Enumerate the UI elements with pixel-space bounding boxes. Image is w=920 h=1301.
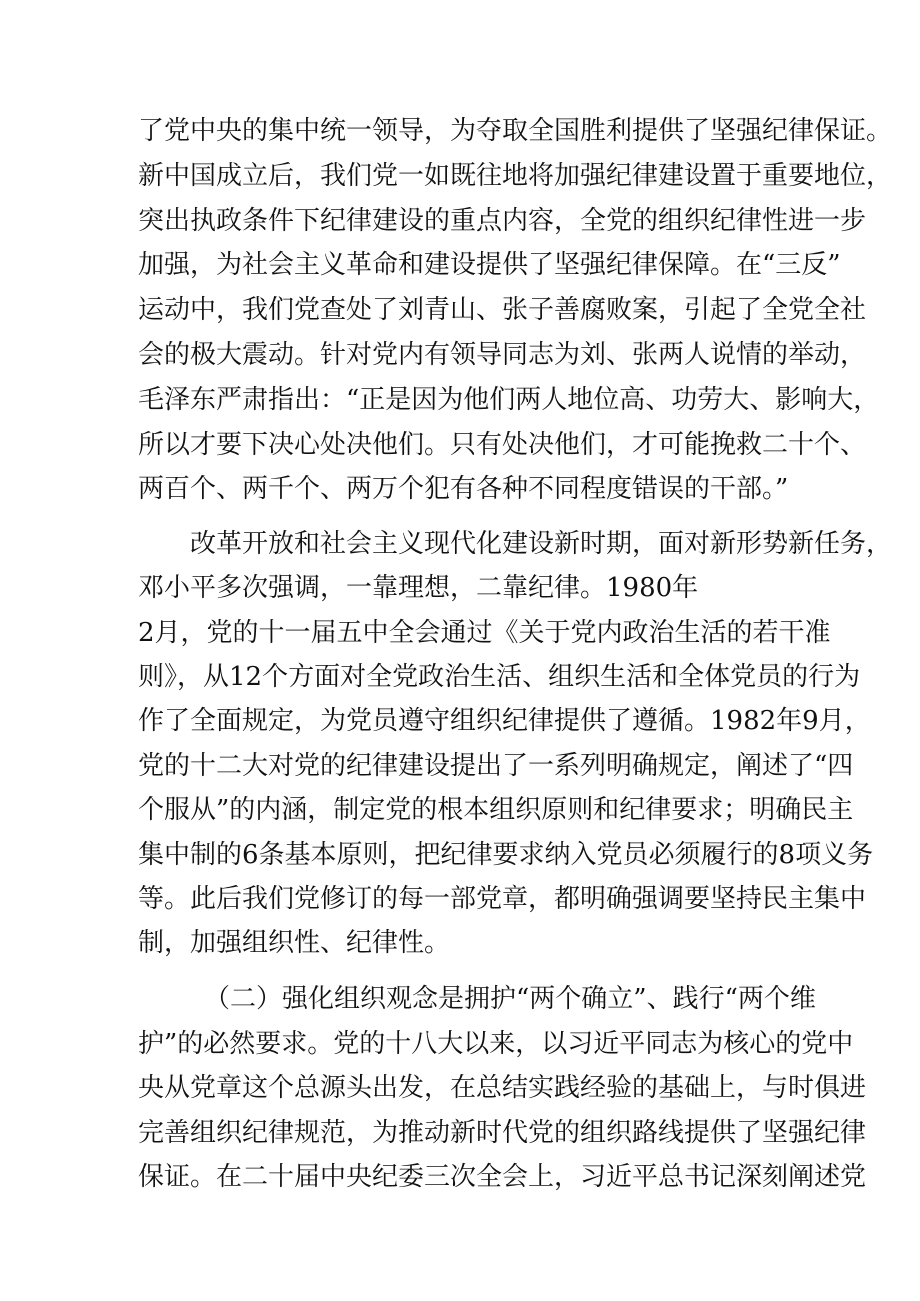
section-heading-line: （二）强化组织观念是拥护“两个确立”、践行“两个维 [204, 984, 816, 1014]
paragraph-line: 运动中，我们党查处了刘青山、张子善腐败案，引起了全党全社 [138, 295, 867, 325]
paragraph-line: 党的十二大对党的纪律建设提出了一系列明确规定，阐述了“四 [138, 751, 854, 781]
paragraph-line: 突出执政条件下纪律建设的重点内容，全党的组织纪律性进一步 [138, 206, 867, 236]
paragraph-line: 两百个、两千个、两万个犯有各种不同程度错误的干部。” [138, 474, 789, 504]
paragraph-line: 所以才要下决心处决他们。只有处决他们，才可能挽救二十个、 [138, 430, 867, 460]
paragraph-line: 护”的必然要求。党的十八大以来，以习近平同志为核心的党中 [138, 1029, 854, 1059]
paragraph-line: 新中国成立后，我们党一如既往地将加强纪律建设置于重要地位， [138, 161, 893, 191]
paragraph-line: 邓小平多次强调，一靠理想，二靠纪律。1980年 [138, 573, 699, 603]
paragraph-line: 加强，为社会主义革命和建设提供了坚强纪律保障。在“三反” [138, 250, 841, 280]
paragraph-line: 完善组织纪律规范，为推动新时代党的组织路线提供了坚强纪律 [138, 1118, 867, 1148]
paragraph-line: 央从党章这个总源头出发，在总结实践经验的基础上，与时俱进 [138, 1073, 867, 1103]
paragraph-line: 制，加强组织性、纪律性。 [138, 928, 451, 958]
paragraph-line: 集中制的6条基本原则，把纪律要求纳入党员必须履行的8项义务 [138, 840, 874, 870]
paragraph-line: 等。此后我们党修订的每一部党章，都明确强调要坚持民主集中 [138, 884, 867, 914]
paragraph-line: 2月，党的十一届五中全会通过《关于党内政治生活的若干准 [138, 618, 831, 648]
paragraph-line: 则》，从12个方面对全党政治生活、组织生活和全体党员的行为 [138, 662, 861, 692]
paragraph-line: 作了全面规定，为党员遵守组织纪律提供了遵循。1982年9月， [138, 706, 871, 736]
paragraph-line: 了党中央的集中统一领导，为夺取全国胜利提供了坚强纪律保证。 [138, 116, 893, 146]
paragraph-line: 改革开放和社会主义现代化建设新时期，面对新形势新任务， [190, 529, 893, 559]
paragraph-line: 保证。在二十届中央纪委三次全会上，习近平总书记深刻阐述党 [138, 1162, 867, 1192]
paragraph-line: 会的极大震动。针对党内有领导同志为刘、张两人说情的举动， [138, 340, 867, 370]
paragraph-line: 个服从”的内涵，制定党的根本组织原则和纪律要求；明确民主 [138, 795, 854, 825]
paragraph-line: 毛泽东严肃指出：“正是因为他们两人地位高、功劳大、影响大， [138, 385, 880, 415]
